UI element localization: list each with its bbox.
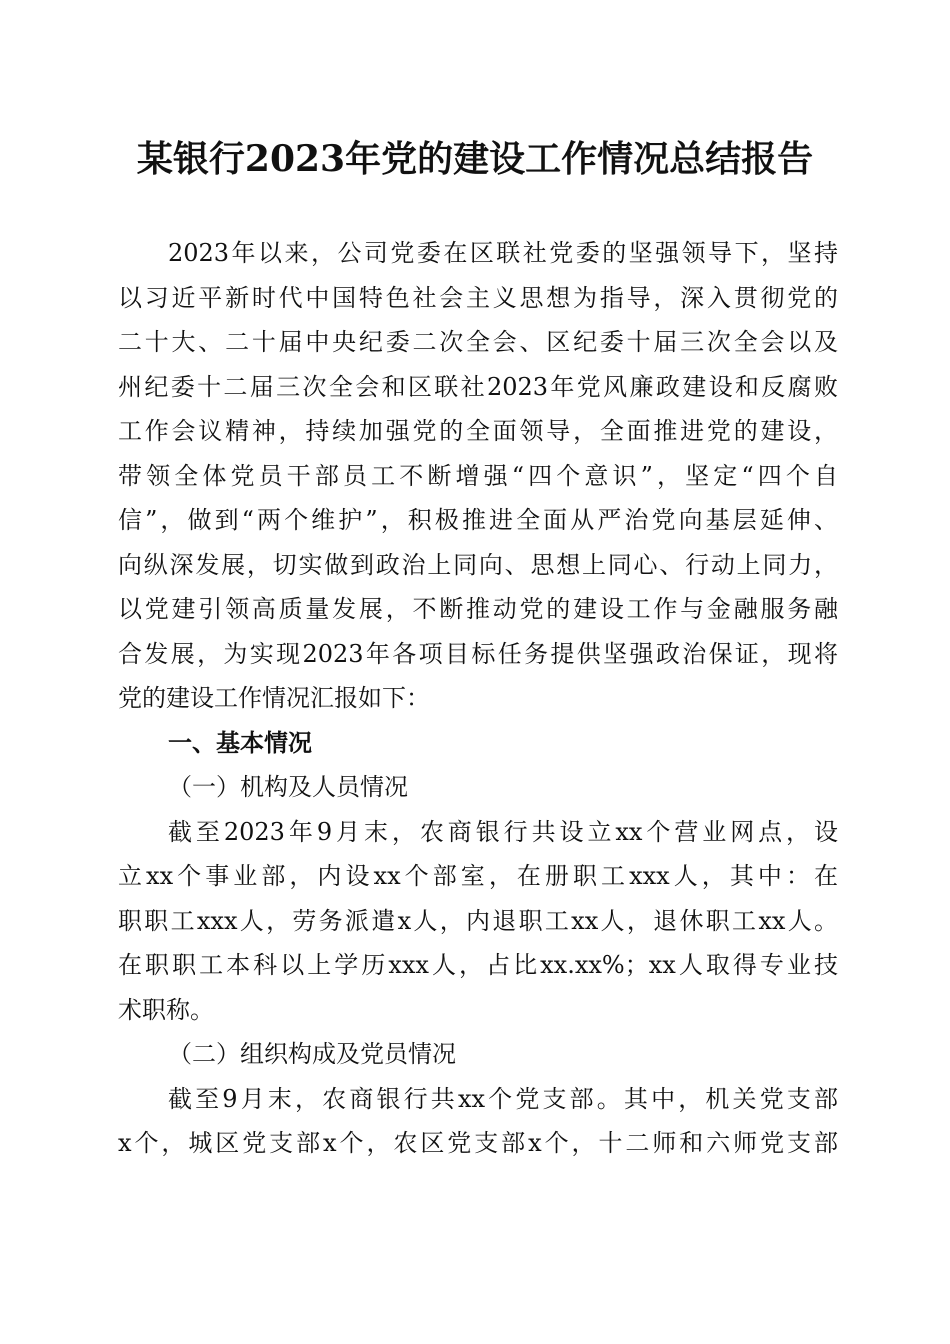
subsection-heading-organization: （二）组织构成及党员情况 xyxy=(168,1040,456,1068)
intro-line-4: 州纪委十二届三次全会和区联社2023年党风廉政建设和反腐败 xyxy=(118,373,838,401)
sub1-line-4: 在职职工本科以上学历xxx人，占比xx.xx%；xx人取得专业技 xyxy=(118,951,838,979)
intro-line-1: 2023年以来，公司党委在区联社党委的坚强领导下，坚持 xyxy=(168,239,838,267)
document-title: 某银行2023年党的建设工作情况总结报告 xyxy=(136,138,814,180)
intro-line-6: 带领全体党员干部员工不断增强“四个意识”，坚定“四个自 xyxy=(118,462,838,490)
sub1-line-1: 截至2023年9月末，农商银行共设立xx个营业网点，设 xyxy=(168,818,838,846)
section-heading-basic: 一、基本情况 xyxy=(168,729,312,757)
intro-line-2: 以习近平新时代中国特色社会主义思想为指导，深入贯彻党的 xyxy=(118,284,838,312)
intro-line-10: 合发展，为实现2023年各项目标任务提供坚强政治保证，现将 xyxy=(118,640,838,668)
intro-line-9: 以党建引领高质量发展，不断推动党的建设工作与金融服务融 xyxy=(118,595,838,623)
sub1-line-5: 术职称。 xyxy=(118,996,214,1024)
sub2-line-2: x个，城区党支部x个，农区党支部x个，十二师和六师党支部 xyxy=(118,1129,838,1157)
intro-line-7: 信”，做到“两个维护”，积极推进全面从严治党向基层延伸、 xyxy=(118,506,838,534)
intro-line-11: 党的建设工作情况汇报如下： xyxy=(118,684,430,712)
sub2-line-1: 截至9月末，农商银行共xx个党支部。其中，机关党支部 xyxy=(168,1085,838,1113)
subsection-heading-institutions: （一）机构及人员情况 xyxy=(168,773,408,801)
sub1-line-3: 职职工xxx人，劳务派遣x人，内退职工xx人，退休职工xx人。 xyxy=(118,907,838,935)
intro-line-3: 二十大、二十届中央纪委二次全会、区纪委十届三次全会以及 xyxy=(118,328,838,356)
sub1-line-2: 立xx个事业部，内设xx个部室，在册职工xxx人，其中：在 xyxy=(118,862,838,890)
intro-line-5: 工作会议精神，持续加强党的全面领导，全面推进党的建设， xyxy=(118,417,838,445)
intro-line-8: 向纵深发展，切实做到政治上同向、思想上同心、行动上同力， xyxy=(118,551,838,579)
